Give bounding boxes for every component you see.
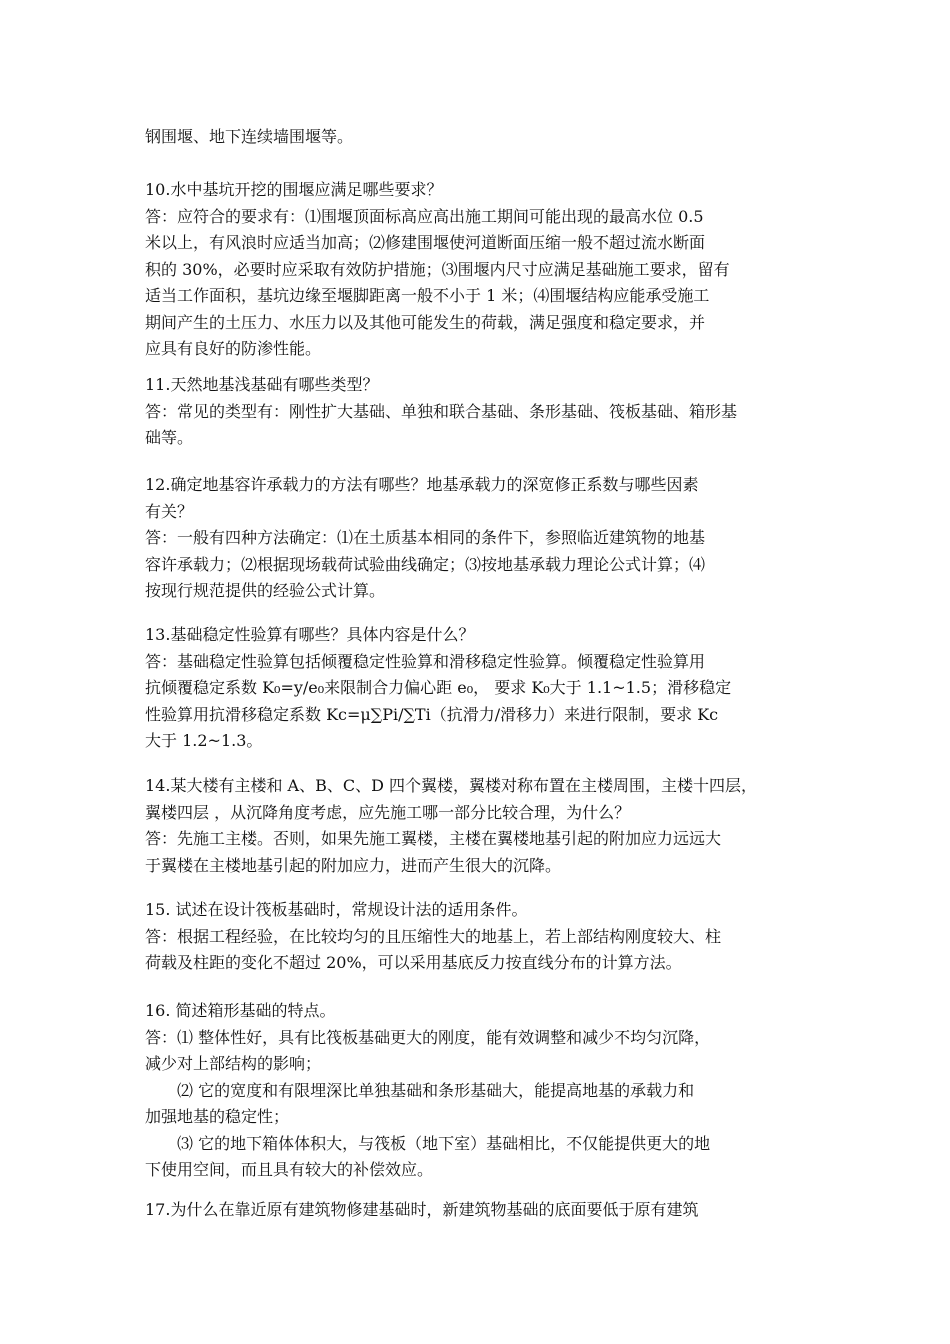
- question-13: [145, 622, 810, 755]
- answer-text: 答：先施工主楼。否则，如果先施工翼楼，主楼在翼楼地基引起的附加应力远远大: [145, 829, 722, 848]
- answer-text: 应具有良好的防渗性能。: [145, 339, 322, 358]
- answer-text: 适当工作面积，基坑边缘至堰脚距离一般不小于 1 米；⑷围堰结构应能承受施工: [145, 286, 710, 305]
- answer-text: 期间产生的土压力、水压力以及其他可能发生的荷载，满足强度和稳定要求，并: [145, 312, 706, 332]
- block-intro: [145, 124, 810, 151]
- question-text: 13.基础稳定性验算有哪些？具体内容是什么？: [145, 625, 475, 644]
- answer-text: 答：常见的类型有：刚性扩大基础、单独和联合基础、条形基础、筏板基础、箱形基: [145, 401, 738, 421]
- question-text: 17.为什么在靠近原有建筑物修建基础时，新建筑物基础的底面要低于原有建筑: [145, 1200, 699, 1219]
- answer-text: 容许承载力；⑵根据现场载荷试验曲线确定；⑶按地基承载力理论公式计算；⑷: [145, 554, 706, 574]
- answer-text: 按现行规范提供的经验公式计算。: [145, 581, 386, 600]
- answer-text: 米以上，有风浪时应适当加高；⑵修建围堰使河道断面压缩一般不超过流水断面: [145, 233, 706, 252]
- question-11: [145, 372, 810, 452]
- question-text: 16. 简述箱形基础的特点。: [145, 1001, 336, 1020]
- question-text: 12.确定地基容许承载力的方法有哪些？地基承载力的深宽修正系数与哪些因素: [145, 475, 699, 494]
- answer-text: 积的 30%，必要时应采取有效防护措施；⑶围堰内尺寸应满足基础施工要求，留有: [145, 259, 730, 279]
- answer-text: 下使用空间，而且具有较大的补偿效应。: [145, 1160, 434, 1179]
- question-text: 10.水中基坑开挖的围堰应满足哪些要求？: [145, 180, 443, 199]
- question-16: [145, 998, 810, 1184]
- answer-text: 答：基础稳定性验算包括倾覆稳定性验算和滑移稳定性验算。倾覆稳定性验算用: [145, 651, 706, 671]
- question-12: [145, 472, 810, 605]
- answer-text: ⑵ 它的宽度和有限埋深比单独基础和条形基础大，能提高地基的承载力和: [177, 1080, 695, 1100]
- answer-text: 减少对上部结构的影响；: [145, 1054, 322, 1073]
- question-text: 14.某大楼有主楼和 A、B、C、D 四个翼楼，翼楼对称布置在主楼周围，主楼十四层，: [145, 776, 758, 795]
- answer-text: 荷载及柱距的变化不超过 20%，可以采用基底反力按直线分布的计算方法。: [145, 953, 682, 972]
- answer-text: 大于 1.2~1.3。: [145, 731, 263, 750]
- question-text: 11.天然地基浅基础有哪些类型？: [145, 375, 379, 394]
- question-text: 翼楼四层 ，从沉降角度考虑，应先施工哪一部分比较合理，为什么？: [145, 802, 631, 822]
- question-text: 15. 试述在设计筏板基础时，常规设计法的适用条件。: [145, 900, 528, 919]
- question-text: 有关？: [145, 501, 194, 521]
- answer-text: 答：根据工程经验，在比较均匀的且压缩性大的地基上，若上部结构刚度较大、柱: [145, 926, 722, 946]
- answer-text: ⑶ 它的地下箱体体积大，与筏板（地下室）基础相比，不仅能提供更大的地: [177, 1133, 711, 1153]
- question-15: [145, 897, 810, 977]
- text-line: 钢围堰、地下连续墙围堰等。: [145, 127, 354, 146]
- answer-text: 答：应符合的要求有：⑴围堰顶面标高应高出施工期间可能出现的最高水位 0.5: [145, 206, 704, 226]
- answer-text: 答：⑴ 整体性好，具有比筏板基础更大的刚度，能有效调整和减少不均匀沉降，: [145, 1027, 711, 1047]
- answer-text: 抗倾覆稳定系数 K₀=y/e₀来限制合力偏心距 e₀， 要求 K₀大于 1.1~1.5；滑移稳定: [145, 678, 732, 697]
- answer-text: 性验算用抗滑移稳定系数 Kc=μ∑Pi/∑Ti（抗滑力/滑移力）来进行限制，要求 Kc: [145, 704, 719, 724]
- question-17: [145, 1197, 810, 1224]
- question-10: [145, 177, 810, 363]
- answer-text: 础等。: [145, 428, 194, 447]
- answer-text: 答：一般有四种方法确定：⑴在土质基本相同的条件下，参照临近建筑物的地基: [145, 528, 706, 547]
- answer-text: 加强地基的稳定性；: [145, 1107, 290, 1126]
- question-14: [145, 773, 810, 879]
- answer-text: 于翼楼在主楼地基引起的附加应力，进而产生很大的沉降。: [145, 855, 562, 875]
